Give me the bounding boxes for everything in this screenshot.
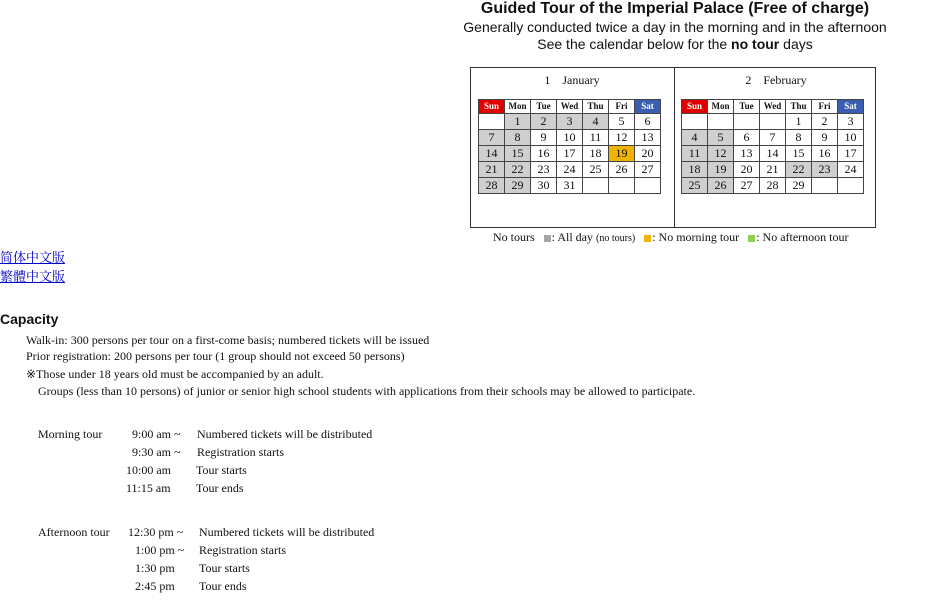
legend-all-day-note: (no tours) — [596, 233, 636, 244]
jan-day-cell: 1 — [505, 114, 531, 130]
jan-day-cell: 7 — [479, 130, 505, 146]
schedule-desc: Tour starts — [199, 561, 250, 575]
feb-day-header: Tue — [734, 100, 760, 114]
jan-day-cell: 4 — [583, 114, 609, 130]
jan-day-cell: 23 — [531, 162, 557, 178]
jan-day-header: Sat — [635, 100, 661, 114]
jan-day-cell: 21 — [479, 162, 505, 178]
schedule-time: 2:45 pm — [135, 579, 175, 593]
feb-day-cell: 2 — [812, 114, 838, 130]
schedule-desc: Registration starts — [197, 445, 284, 459]
no-afternoon-swatch — [748, 235, 755, 242]
jan-day-cell: 12 — [609, 130, 635, 146]
schedule-time: 1:00 pm ~ — [135, 543, 185, 557]
feb-day-cell: 6 — [734, 130, 760, 146]
feb-day-cell: 26 — [708, 178, 734, 194]
jan-day-cell: 5 — [609, 114, 635, 130]
jan-day-cell: 26 — [609, 162, 635, 178]
feb-day-cell — [708, 114, 734, 130]
january-title: 1 January — [544, 73, 600, 87]
jan-day-cell: 6 — [635, 114, 661, 130]
jan-day-cell: 13 — [635, 130, 661, 146]
legend-no-tours: No tours — [493, 230, 535, 244]
february-title: 2 February — [745, 73, 807, 87]
jan-day-cell: 16 — [531, 146, 557, 162]
jan-day-header: Sun — [479, 100, 505, 114]
feb-day-cell: 8 — [786, 130, 812, 146]
jan-day-cell: 2 — [531, 114, 557, 130]
feb-day-cell: 21 — [760, 162, 786, 178]
jan-day-cell: 15 — [505, 146, 531, 162]
feb-day-cell: 23 — [812, 162, 838, 178]
feb-day-cell: 29 — [786, 178, 812, 194]
jan-day-cell: 20 — [635, 146, 661, 162]
schedule-desc: Numbered tickets will be distributed — [199, 525, 375, 539]
feb-day-cell: 28 — [760, 178, 786, 194]
morning-tour-label: Morning tour — [38, 427, 103, 441]
feb-day-cell — [682, 114, 708, 130]
feb-day-cell: 4 — [682, 130, 708, 146]
jan-day-cell: 17 — [557, 146, 583, 162]
jan-day-cell: 3 — [557, 114, 583, 130]
feb-day-cell: 24 — [838, 162, 864, 178]
jan-day-cell: 18 — [583, 146, 609, 162]
feb-day-cell: 22 — [786, 162, 812, 178]
feb-day-cell: 27 — [734, 178, 760, 194]
feb-day-header: Wed — [760, 100, 786, 114]
jan-day-cell — [635, 178, 661, 194]
calendar-note-post: days — [779, 36, 813, 52]
feb-day-cell: 10 — [838, 130, 864, 146]
jan-day-cell: 10 — [557, 130, 583, 146]
february-calendar — [681, 99, 864, 194]
jan-day-cell: 30 — [531, 178, 557, 194]
feb-day-header: Thu — [786, 100, 812, 114]
schedule-time: 9:00 am ~ — [132, 427, 181, 441]
schedule-time: 1:30 pm — [135, 561, 175, 575]
simplified-chinese-link[interactable]: 简体中文版 — [0, 251, 66, 266]
feb-day-cell: 7 — [760, 130, 786, 146]
calendar-note — [420, 36, 930, 53]
schedule-time: 12:30 pm ~ — [128, 525, 184, 539]
all-day-swatch — [544, 235, 551, 242]
prior-registration-text: Prior registration: 200 persons per tour (1 group should not exceed 50 persons) — [26, 349, 405, 363]
jan-day-cell: 14 — [479, 146, 505, 162]
feb-day-cell — [734, 114, 760, 130]
feb-day-cell — [838, 178, 864, 194]
legend-no-afternoon: : No afternoon tour — [756, 230, 849, 244]
page-title: Guided Tour of the Imperial Palace (Free of charge) — [480, 0, 870, 17]
jan-day-cell: 25 — [583, 162, 609, 178]
jan-day-cell: 24 — [557, 162, 583, 178]
jan-day-cell: 31 — [557, 178, 583, 194]
jan-day-cell — [583, 178, 609, 194]
schedule-time: 11:15 am — [126, 481, 171, 495]
feb-day-cell: 17 — [838, 146, 864, 162]
schedule-desc: Tour starts — [196, 463, 247, 477]
feb-day-cell: 11 — [682, 146, 708, 162]
feb-day-cell: 9 — [812, 130, 838, 146]
jan-day-cell: 27 — [635, 162, 661, 178]
jan-day-header: Fri — [609, 100, 635, 114]
jan-day-cell: 22 — [505, 162, 531, 178]
feb-day-cell: 20 — [734, 162, 760, 178]
under18-note: ※Those under 18 years old must be accompanied by an adult. — [26, 367, 324, 381]
traditional-chinese-link[interactable]: 繁體中文版 — [0, 270, 66, 285]
jan-day-header: Thu — [583, 100, 609, 114]
feb-day-cell: 15 — [786, 146, 812, 162]
jan-day-header: Tue — [531, 100, 557, 114]
jan-day-cell: 29 — [505, 178, 531, 194]
jan-day-cell: 8 — [505, 130, 531, 146]
schedule-desc: Numbered tickets will be distributed — [197, 427, 373, 441]
calendar-note-pre: See the calendar below for the — [537, 36, 732, 52]
schedule-time: 10:00 am — [126, 463, 171, 477]
jan-day-cell — [609, 178, 635, 194]
feb-day-cell: 14 — [760, 146, 786, 162]
schedule-desc: Registration starts — [199, 543, 286, 557]
jan-day-cell: 9 — [531, 130, 557, 146]
schedule-desc: Tour ends — [196, 481, 244, 495]
feb-day-cell: 25 — [682, 178, 708, 194]
jan-day-header: Wed — [557, 100, 583, 114]
calendar-panel — [470, 67, 876, 228]
feb-day-cell: 5 — [708, 130, 734, 146]
jan-day-header: Mon — [505, 100, 531, 114]
feb-day-cell — [760, 114, 786, 130]
jan-day-cell: 19 — [609, 146, 635, 162]
feb-day-header: Fri — [812, 100, 838, 114]
feb-day-cell — [812, 178, 838, 194]
feb-day-header: Sun — [682, 100, 708, 114]
afternoon-tour-label: Afternoon tour — [38, 525, 110, 539]
groups-note: Groups (less than 10 persons) of junior or senior high school students with applications from their schools may be allowed to participate. — [38, 384, 696, 398]
feb-day-cell: 19 — [708, 162, 734, 178]
jan-day-cell: 28 — [479, 178, 505, 194]
schedule-time: 9:30 am ~ — [132, 445, 181, 459]
calendar-divider — [674, 68, 675, 227]
feb-day-cell: 18 — [682, 162, 708, 178]
calendar-note-bold: no tour — [731, 36, 780, 52]
legend-no-morning: : No morning tour — [652, 230, 740, 244]
feb-day-header: Sat — [838, 100, 864, 114]
calendar-legend — [493, 230, 849, 245]
feb-day-header: Mon — [708, 100, 734, 114]
jan-day-cell: 11 — [583, 130, 609, 146]
feb-day-cell: 16 — [812, 146, 838, 162]
capacity-heading: Capacity — [0, 311, 59, 327]
feb-day-cell: 12 — [708, 146, 734, 162]
legend-all-day: : All day — [551, 230, 594, 244]
schedule-note: Generally conducted twice a day in the morning and in the afternoon — [463, 19, 887, 35]
schedule-desc: Tour ends — [199, 579, 247, 593]
january-calendar — [478, 99, 661, 194]
feb-day-cell: 3 — [838, 114, 864, 130]
feb-day-cell: 1 — [786, 114, 812, 130]
no-morning-swatch — [644, 235, 651, 242]
jan-day-cell — [479, 114, 505, 130]
feb-day-cell: 13 — [734, 146, 760, 162]
walkin-text: Walk-in: 300 persons per tour on a first-come basis; numbered tickets will be issued — [26, 333, 430, 347]
